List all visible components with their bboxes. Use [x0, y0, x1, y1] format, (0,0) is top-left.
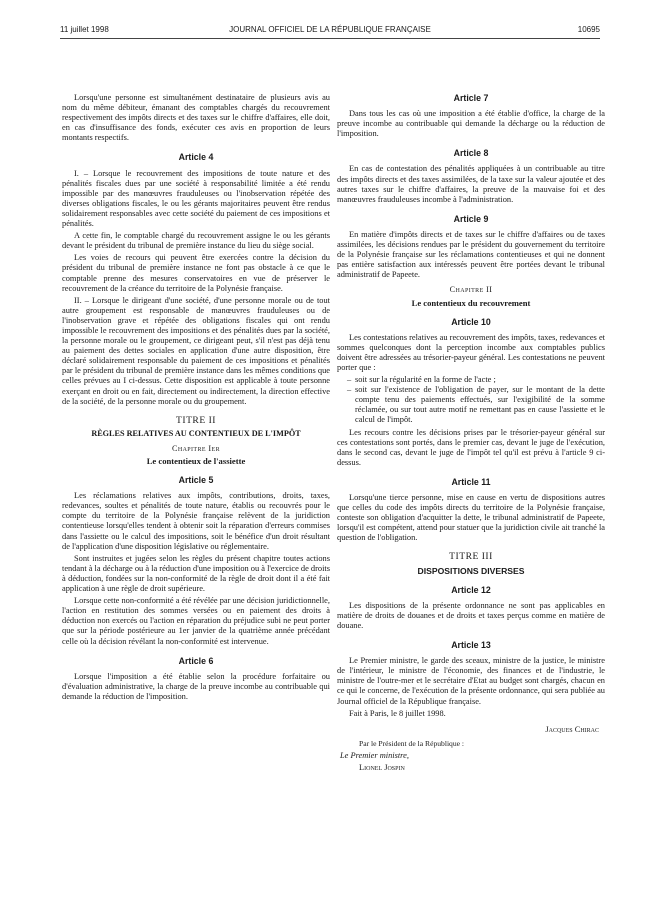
article-heading: Article 5	[178, 475, 214, 486]
signature-date: Fait à Paris, le 8 juillet 1998.	[349, 708, 446, 718]
left-column	[62, 93, 330, 704]
paragraph: Lorsque l'imposition a été établie selon la procédure forfaitaire ou d'évaluation administrative, la charge de la preuve incombe au contribuable qui demande la réduction de l'imposition.	[62, 671, 330, 701]
paragraph: Lorsque cette non-conformité a été révélée par une décision juridictionnelle, l'action en restitution des sommes versées ou en paiement des droits à déduction non exercés ou l'action en réparation du préjudice subi ne peut porter que sur la période postérieure au 1er janvier de la quatrième année précédant celle où la décision révélant la non-conformité est intervenue.	[62, 596, 330, 646]
page-header	[60, 25, 600, 37]
paragraph: Lorsqu'une tierce personne, mise en cause en vertu de dispositions autres que celles du code des impôts directs du territoire de la Polynésie française, conteste son obligation d'acquitter la dette, le tribunal administratif de Papeete, lorsqu'il est compétent, attend pour statuer que la juridiction civile ait tranché la question de l'obligation.	[337, 493, 605, 543]
paragraph: En cas de contestation des pénalités appliquées à un contribuable au titre des impôts directs et des taxes assimilées, de la taxe sur la valeur ajoutée et des autres taxes sur le chiffre d'affaires, la preuve de la mauvaise foi et des manœuvres frauduleuses incombe à l'administration.	[337, 164, 605, 204]
header-page-number: 10695	[577, 25, 600, 34]
title-heading: TITRE II	[176, 414, 216, 426]
paragraph: Dans tous les cas où une imposition a été établie d'office, la charge de la preuve incombe au contribuable qui demande la décharge ou la réduction de l'imposition.	[337, 109, 605, 139]
article-heading: Article 11	[451, 476, 491, 487]
article-heading: Article 8	[453, 148, 489, 159]
article-heading: Article 4	[178, 152, 214, 163]
chapter-subheading: Le contentieux du recouvrement	[411, 297, 531, 308]
signature-by-president: Par le Président de la République :	[359, 738, 465, 748]
signature-pm-label: Le Premier ministre,	[340, 750, 409, 760]
header-rule	[60, 38, 600, 39]
paragraph: En matière d'impôts directs et de taxes sur le chiffre d'affaires ou de taxes assimilées, les décisions rendues par le président du gouvernement du territoire de la Polynésie française sur les réclamations contentieuses et qui ne donnent pas entière satisfaction aux intéressés peuvent être portées devant le tribunal administratif de Papeete.	[337, 229, 605, 280]
chapter-heading: Chapitre Ier	[171, 443, 221, 453]
article-heading: Article 7	[453, 93, 489, 103]
article-heading: Article 10	[451, 316, 491, 327]
chapter-heading: Chapitre II	[449, 285, 493, 295]
paragraph: Les voies de recours qui peuvent être exercées contre la décision du président du tribunal de première instance ne font pas obstacle à ce que le comptable prenne des mesures conservatoires en vue de préserver le recouvrement de la créance du territoire de la Polynésie française.	[62, 253, 330, 293]
title-subheading: DISPOSITIONS DIVERSES	[417, 565, 525, 576]
paragraph: II. – Lorsque le dirigeant d'une société, d'une personne morale ou de tout autre groupement est responsable de manœuvres frauduleuses ou de l'inobservation grave et répétée des obligations fiscales qui ont rendu impossible le recouvrement des impositions et des pénalités dues par la société, la personne morale ou le groupement, ce dirigeant peut, s'il n'est pas déjà tenu au paiement des dettes sociales en application d'une autre disposition, être déclaré solidairement responsable du paiement de ces impositions et pénalités par le président du tribunal de première instance dans les mêmes conditions que celles prévues au I ci-dessus. Cette disposition est applicable à toute personne exerçant en droit ou en fait, directement ou indirectement, la direction effective de la société, de la personne morale ou du groupement.	[62, 295, 330, 406]
title-heading: TITRE III	[449, 551, 493, 563]
article-heading: Article 6	[178, 655, 214, 666]
signature-pm-name: Lionel Jospin	[359, 762, 405, 772]
paragraph: Les recours contre les décisions prises par le trésorier-payeur général sur ces contestations sont portés, dans le premier cas, devant le juge de l'exécution, dans le second cas, devant le juge de l'impôt tel qu'il est prévu à l'article 9 ci-dessus.	[337, 427, 605, 467]
paragraph: Les réclamations relatives aux impôts, contributions, droits, taxes, redevances, soultes et pénalités de toute nature, établis ou recouvrés pour le compte du territoire de la Polynésie française relèvent de la juridiction contentieuse lorsqu'elles tendent à obtenir soit la réparation d'erreurs commises dans l'assiette ou le calcul des impositions, soit le bénéfice d'un droit résultant de l'application d'une disposition législative ou réglementaire.	[62, 491, 330, 551]
paragraph: Lorsqu'une personne est simultanément destinataire de plusieurs avis au nom du même débiteur, émanant des comptables chargés du recouvrement respectivement des impôts directs et des taxes sur le chiffre d'affaires, elle doit, en cas d'insuffisance des fonds, exécuter ces avis en proportion de leurs montants respectifs.	[62, 93, 330, 143]
list-item: – soit sur l'existence de l'obligation de payer, sur le montant de la dette compte tenu des paiements effectués, sur l'exigibilité de la somme réclamée, ou sur tout autre motif ne remettant pas en cause l'assiette et le calcul de l'impôt.	[347, 385, 605, 425]
paragraph: Les dispositions de la présente ordonnance ne sont pas applicables en matière de droits de douanes et de droits et taxes perçus comme en matière de douane.	[337, 600, 605, 630]
paragraph: Sont instruites et jugées selon les règles du présent chapitre toutes actions tendant à la décharge ou à la réduction d'une imposition ou à l'exercice de droits à déduction, fondées sur la non-conformité de la règle de droit dont il a été fait application à une règle de droit supérieure.	[62, 553, 330, 594]
list-item: – soit sur la régularité en la forme de l'acte ;	[347, 375, 605, 385]
paragraph: A cette fin, le comptable chargé du recouvrement assigne le ou les gérants devant le président du tribunal de première instance du lieu du siège social.	[62, 231, 330, 251]
signature-president: Jacques Chirac	[545, 724, 599, 734]
right-column	[337, 93, 605, 773]
article-heading: Article 13	[451, 640, 491, 651]
paragraph: Le Premier ministre, le garde des sceaux, ministre de la justice, le ministre de l'intérieur, le ministre de l'économie, des finances et de l'industrie, le ministre de l'outre-mer et le secrétaire d'Etat au budget sont chargés, chacun en ce qui le concerne, de l'exécution de la présente ordonnance, qui sera publiée au Journal officiel de la République française.	[337, 656, 605, 706]
dash-list	[337, 375, 605, 425]
chapter-subheading: Le contentieux de l'assiette	[146, 456, 246, 466]
title-subheading: RÈGLES RELATIVES AU CONTENTIEUX DE L'IMPÔT	[91, 428, 301, 438]
paragraph: Les contestations relatives au recouvrement des impôts, taxes, redevances et sommes quelconques dont la perception incombe aux comptables publics doivent être adressées au trésorier-payeur général. Les contestations ne peuvent porter que :	[337, 332, 605, 372]
header-journal-title: JOURNAL OFFICIEL DE LA RÉPUBLIQUE FRANÇAISE	[229, 25, 431, 34]
article-heading: Article 12	[451, 584, 491, 595]
paragraph: I. – Lorsque le recouvrement des impositions de toute nature et des pénalités fiscales dues par une société à responsabilité limitée a été rendu impossible par des manœuvres frauduleuses ou l'inobservation répétée des diverses obligations fiscales, le ou les gérants majoritaires peuvent être rendus solidairement responsables avec cette société du paiement de ces impositions et pénalités.	[62, 168, 330, 229]
header-date: 11 juillet 1998	[60, 25, 109, 34]
article-heading: Article 9	[453, 213, 489, 224]
